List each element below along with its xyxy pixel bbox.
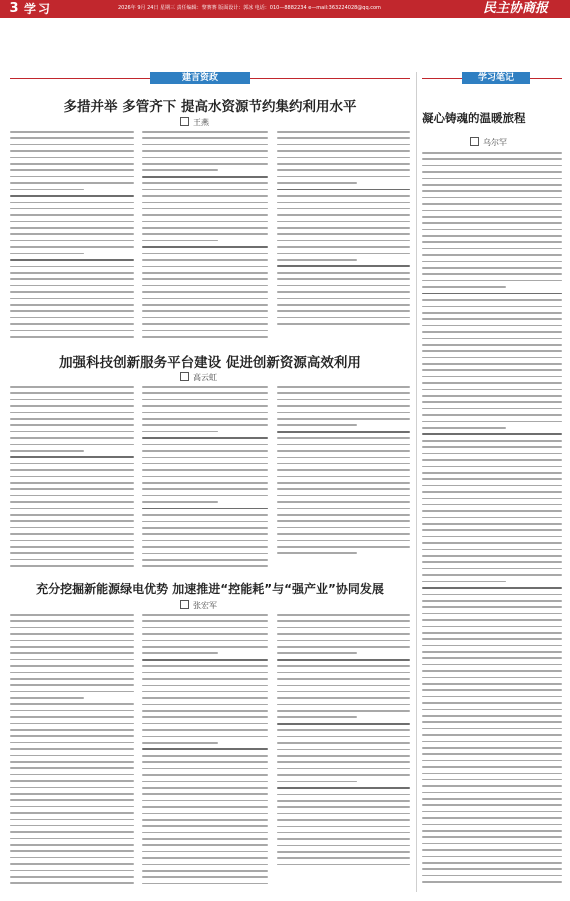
article-body-3-col-1 (10, 614, 134, 886)
article-title-2: 加强科技创新服务平台建设 促进创新资源高效利用 (59, 355, 361, 371)
author-name: 张宏军 (193, 601, 217, 610)
article-author-1 (180, 117, 209, 128)
article-body-2-col-3 (277, 386, 410, 564)
section-name: 学习 (24, 2, 53, 16)
article-title-4: 凝心铸魂的温暖旅程 (422, 111, 526, 125)
author-name: 高云虹 (193, 373, 217, 382)
author-mark-icon (180, 117, 189, 126)
newspaper-brand: 民主协商报 (483, 1, 549, 16)
article-title-3: 充分挖掘新能源绿电优势 加速推进“控能耗”与“强产业”协同发展 (36, 582, 384, 596)
author-mark-icon (470, 137, 479, 146)
article-body-2-col-2 (142, 386, 268, 576)
page-number: 3 (9, 1, 19, 16)
author-mark-icon (180, 372, 189, 381)
column-divider (416, 72, 417, 892)
article-author-4 (470, 137, 507, 148)
author-name: 王燕 (193, 118, 209, 127)
right-column-banner: 学习笔记 (462, 72, 530, 84)
article-body-2-col-1 (10, 386, 134, 576)
article-body-3-col-3 (277, 614, 410, 876)
left-column-banner: 建言资政 (150, 72, 250, 84)
article-body-4 (422, 152, 562, 885)
article-author-3 (180, 600, 217, 611)
article-title-1: 多措并举 多管齐下 提高水资源节约集约利用水平 (63, 99, 357, 115)
article-author-2 (180, 372, 217, 383)
author-mark-icon (180, 600, 189, 609)
article-body-1-col-1 (10, 131, 134, 344)
article-body-3-col-2 (142, 614, 268, 886)
page-meta: 2026年 9月 24日 星期三 责任编辑：黎赛赛 版面设计：郭冰 电话：010—8882234 e—mail:363224028@qq.com (118, 5, 381, 11)
article-body-1-col-2 (142, 131, 268, 344)
author-name: 乌尔罕 (483, 138, 507, 147)
article-body-1-col-3 (277, 131, 410, 334)
